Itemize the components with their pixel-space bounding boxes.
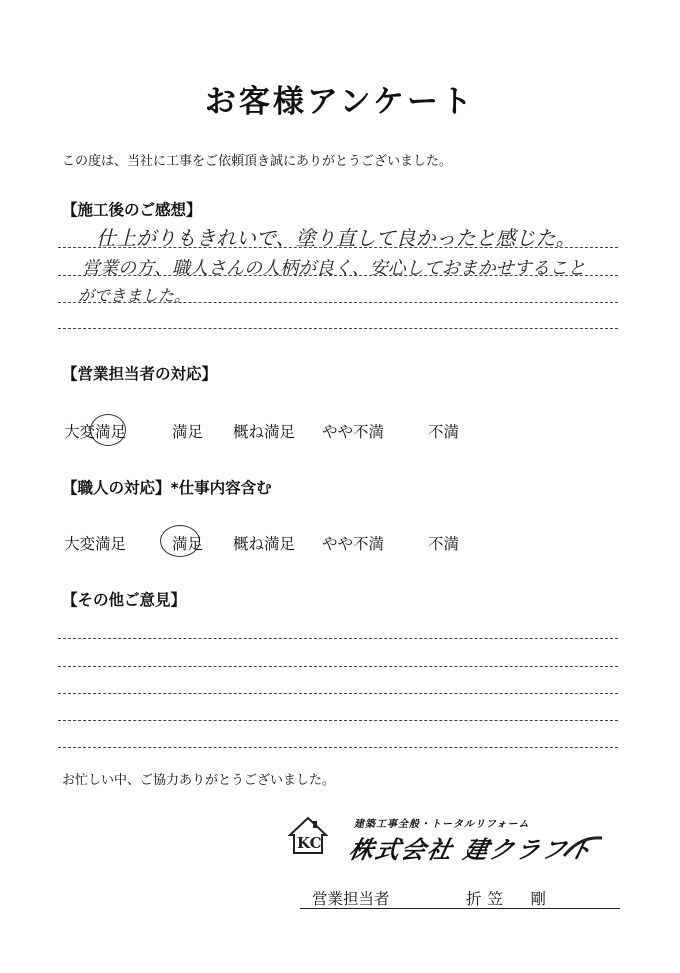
logo-letters: KC [297,834,322,852]
writing-line [58,275,618,276]
company-tagline: 建築工事全般・トータルリフォーム [354,819,530,830]
craftsman-option-dissatisfied[interactable]: 不満 [428,535,460,553]
craftsman-option-mostly-satisfied[interactable]: 概ね満足 [233,535,296,553]
other-heading: 【その他ご意見】 [62,591,187,609]
brush-swoosh-icon [560,832,606,860]
intro-text: この度は、当社に工事をご依頼頂き誠にありがとうございました。 [62,154,453,169]
sales-option-dissatisfied[interactable]: 不満 [428,423,460,441]
impression-heading: 【施工後のご感想】 [62,201,202,219]
impression-handwritten-line-3: ができました。 [78,286,191,305]
staff-underline [300,908,620,909]
writing-line [58,693,618,694]
page-title: お客様アンケート [204,84,476,120]
staff-name: 折笠 剛 [466,890,553,908]
house-logo-icon [288,815,328,855]
writing-line [58,747,618,748]
impression-handwritten-line-2: 営業の方、職人さんの人柄が良く、安心しておまかせすること [82,258,586,279]
writing-line [58,328,618,329]
writing-line [58,638,618,639]
impression-handwritten-line-1: 仕上がりもきれいで、塗り直して良かったと感じた。 [96,226,576,250]
sales-option-satisfied[interactable]: 満足 [172,423,204,441]
staff-label: 営業担当者 [312,890,390,908]
company-name: 株式会社 建クラフト [346,836,597,864]
sales-response-heading: 【営業担当者の対応】 [62,365,218,383]
craftsman-response-heading: 【職人の対応】*仕事内容含む [62,479,272,497]
sales-option-somewhat-dissatisfied[interactable]: やや不満 [322,423,385,441]
writing-line [58,666,618,667]
craftsman-option-somewhat-dissatisfied[interactable]: やや不満 [322,535,385,553]
craftsman-option-very-satisfied[interactable]: 大変満足 [64,535,127,553]
writing-line [58,302,618,303]
sales-option-very-satisfied[interactable]: 大変満足 [64,423,127,441]
sales-option-mostly-satisfied[interactable]: 概ね満足 [233,423,296,441]
closing-text: お忙しい中、ご協力ありがとうございました。 [62,773,336,788]
writing-line [58,247,618,248]
writing-line [58,720,618,721]
craftsman-option-satisfied[interactable]: 満足 [172,535,204,553]
